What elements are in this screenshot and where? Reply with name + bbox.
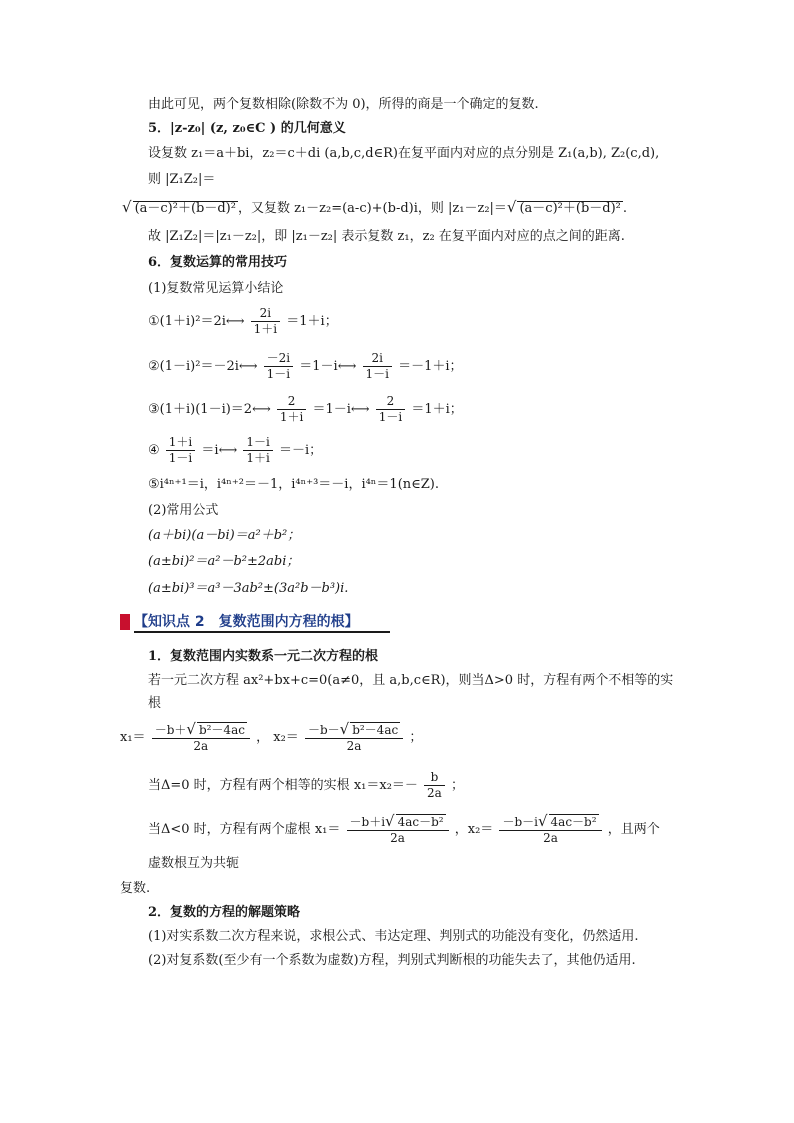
fraction xyxy=(264,351,293,382)
formula-text: ＝1－i⟷ xyxy=(299,359,357,374)
fraction xyxy=(152,719,250,754)
radicand: b²－4ac xyxy=(198,722,245,737)
formula-1 xyxy=(148,305,338,339)
sqrt-sign: √ xyxy=(385,811,395,830)
formula-text: x₂＝ xyxy=(273,730,299,745)
radicand: (a－c)²＋(b－d)² xyxy=(519,201,621,216)
formula-text: ，且两个 xyxy=(607,822,660,837)
formula-text: ＝－i； xyxy=(278,443,323,458)
formula-text: －b＋ xyxy=(154,722,187,737)
text-line: 由此可见，两个复数相除(除数不为 0)，所得的商是一个确定的复数. xyxy=(148,97,539,112)
denominator: 1＋i xyxy=(246,451,270,465)
text-line: 设复数 z₁＝a＋bi，z₂＝c＋di (a,b,c,d∈R)在复平面内对应的点分别是 Z₁(a,b), Z₂(c,d), xyxy=(148,146,660,161)
denominator: 2a xyxy=(346,738,362,753)
subheading: 2．复数的方程的解题策略 xyxy=(148,905,301,920)
sqrt-sign: √ xyxy=(339,719,350,738)
text-line: 复数. xyxy=(120,881,151,896)
fraction xyxy=(243,435,272,466)
fraction xyxy=(424,770,445,801)
formula-text: 当Δ=0 时，方程有两个相等的实根 x₁＝x₂＝－ xyxy=(148,778,418,793)
denominator: 1－i xyxy=(266,367,291,381)
text-line: 故 |Z₁Z₂|＝|z₁－z₂|，即 |z₁－z₂| 表示复数 z₁，z₂ 在复平面内对应的点之间的距离. xyxy=(148,229,625,244)
fraction xyxy=(305,719,403,754)
formula-5: ⑤i⁴ⁿ⁺¹＝i，i⁴ⁿ⁺²＝－1，i⁴ⁿ⁺³＝－i，i⁴ⁿ＝1(n∈Z). xyxy=(148,477,440,492)
numerator: 2 xyxy=(376,394,405,410)
period: . xyxy=(622,201,628,216)
denominator: 1＋i xyxy=(279,410,304,424)
fraction xyxy=(166,435,195,466)
sqrt-sign: √ xyxy=(186,719,196,738)
numerator: 2i xyxy=(363,351,392,367)
formula-text: ＝i⟷ xyxy=(201,443,238,458)
formula-line xyxy=(122,198,627,218)
numerator: 1－i xyxy=(243,435,272,451)
radicand: b²－4ac xyxy=(352,722,399,737)
numerator: 2 xyxy=(277,394,306,410)
fraction xyxy=(376,394,405,425)
formula-3 xyxy=(148,393,463,427)
formula-text: －b－ xyxy=(307,722,340,737)
denominator: 2a xyxy=(543,830,558,845)
section-title: 【知识点 2 复数范围内方程的根】 xyxy=(134,614,359,630)
formula-line: (a±bi)²＝a²－b²±2abi； xyxy=(148,554,300,569)
text-line: (2)对复系数(至少有一个系数为虚数)方程，判别式判断根的功能失去了，其他仍适用. xyxy=(148,953,636,968)
formula-text: ＝－1＋i； xyxy=(398,359,463,374)
heading-6: 6．复数运算的常用技巧 xyxy=(148,255,288,270)
numerator: 1＋i xyxy=(166,435,195,451)
denominator: 1＋i xyxy=(253,322,278,336)
formula-line: (a±bi)³＝a³－3ab²±(3a²b－b³)i. xyxy=(148,581,349,596)
formula-text: ④ xyxy=(148,443,160,458)
formula-text: －b＋i xyxy=(349,814,386,829)
formula-text: ； xyxy=(409,730,423,745)
numerator: 2i xyxy=(251,306,280,322)
formula-text: x₁＝ xyxy=(120,730,146,745)
sqrt-sign: √ xyxy=(122,198,132,216)
formula-text: ①(1＋i)²＝2i⟷ xyxy=(148,314,245,329)
formula-text: ， xyxy=(256,730,270,745)
formula-text: －b－i xyxy=(502,814,538,829)
numerator xyxy=(499,811,601,831)
text-line: 若一元二次方程 ax²+bx+c=0(a≠0，且 a,b,c∈R)，则当Δ>0 时，方程有两个不相等的实 xyxy=(148,673,674,688)
section-marker xyxy=(120,614,130,630)
sqrt-sign: √ xyxy=(506,198,517,216)
root-formula xyxy=(120,720,422,756)
fraction xyxy=(251,306,280,337)
text-line: (1)对实系数二次方程来说，求根公式、韦达定理、判别式的功能没有变化，仍然适用. xyxy=(148,929,639,944)
formula-2 xyxy=(148,350,463,384)
fraction xyxy=(347,811,449,846)
text-line: ，又复数 z₁－z₂=(a-c)+(b-d)i，则 |z₁－z₂|＝ xyxy=(237,201,507,216)
section-underline xyxy=(134,631,390,633)
formula-text: ＝1＋i； xyxy=(286,314,338,329)
denominator: 1－i xyxy=(378,410,403,424)
imaginary-root-line xyxy=(148,812,660,848)
fraction xyxy=(363,351,392,382)
formula-text: ②(1－i)²＝－2i⟷ xyxy=(148,359,258,374)
radicand: 4ac－b² xyxy=(550,814,597,829)
text-line: 根 xyxy=(148,696,162,711)
numerator xyxy=(305,719,403,739)
radicand: (a－c)²＋(b－d)² xyxy=(134,201,236,216)
denominator: 1－i xyxy=(168,451,193,465)
sqrt-sign: √ xyxy=(537,811,548,830)
formula-text: 当Δ<0 时，方程有两个虚根 x₁＝ xyxy=(148,822,341,837)
formula-text: ，x₂＝ xyxy=(454,822,494,837)
formula-text: ＝1＋i； xyxy=(411,402,463,417)
denominator: 2a xyxy=(193,738,209,753)
numerator xyxy=(347,811,449,831)
denominator: 2a xyxy=(427,786,442,800)
formula-text: ； xyxy=(450,778,464,793)
text-line: (2)常用公式 xyxy=(148,503,219,518)
fraction xyxy=(277,394,306,425)
fraction xyxy=(499,811,601,846)
formula-text: ＝1－i⟷ xyxy=(312,402,370,417)
subheading: 1．复数范围内实数系一元二次方程的根 xyxy=(148,649,379,664)
text-line: (1)复数常见运算小结论 xyxy=(148,281,284,296)
numerator xyxy=(152,719,250,739)
formula-line: (a＋bi)(a－bi)＝a²＋b²； xyxy=(148,528,301,543)
text-line: 虚数根互为共轭 xyxy=(148,856,240,871)
text-line: 则 |Z₁Z₂|＝ xyxy=(148,172,216,187)
denominator: 1－i xyxy=(365,367,389,381)
equal-root-line xyxy=(148,769,464,803)
section-header xyxy=(120,612,390,632)
radicand: 4ac－b² xyxy=(397,814,444,829)
formula-4 xyxy=(148,434,322,468)
numerator: －2i xyxy=(264,351,293,367)
heading-5: 5．|z-z₀| (z, z₀∈C ) 的几何意义 xyxy=(148,121,346,136)
denominator: 2a xyxy=(390,830,405,845)
formula-text: ③(1＋i)(1－i)＝2⟷ xyxy=(148,402,271,417)
numerator: b xyxy=(424,770,445,786)
